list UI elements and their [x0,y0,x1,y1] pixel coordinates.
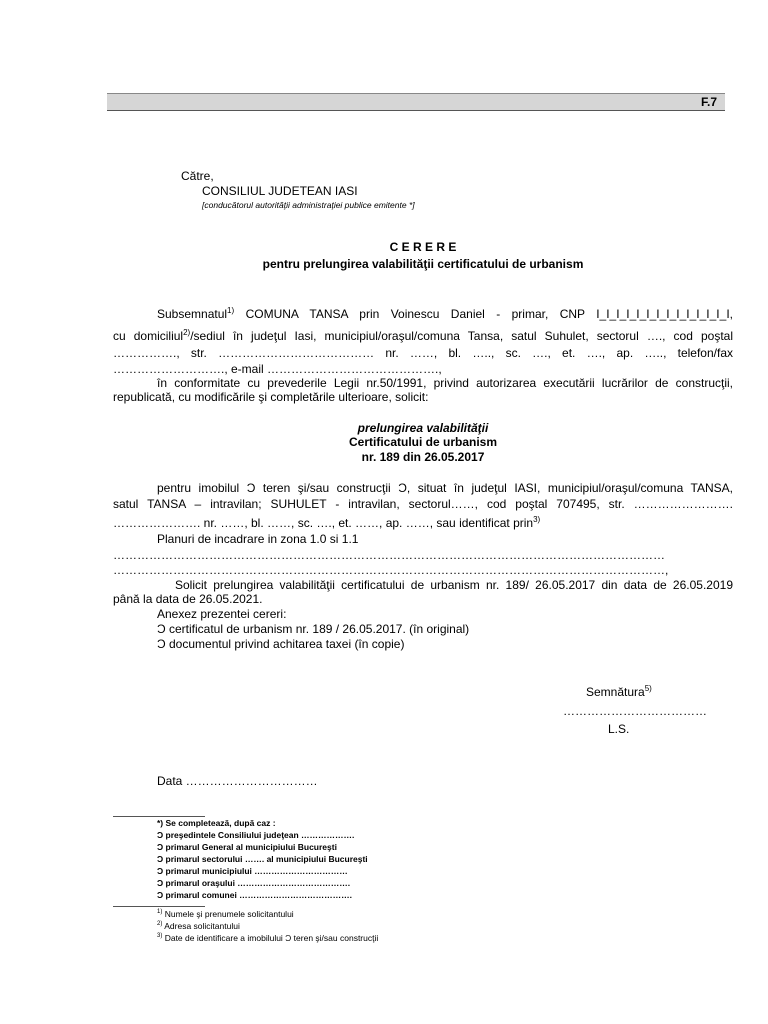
footnote-item: $^{2)}$ Adresa solicitantului [157,921,240,931]
domicile-line: cu domiciliul$^{2)}$/sediul în judeţul Iasi, municipiul/oraşul/comuna Tansa, satul Suhulet, sectorul …., cod poştal [113,328,733,343]
signature-dots: ……………………………… [563,704,707,718]
footnote-item: $^{1)}$ Numele şi prenumele solicitantului [157,909,294,919]
addressee-to: Către, [181,169,214,183]
footnote-item: Ɔ primarul sectorului ……. al municipiului Bucureşti [157,854,368,864]
property-line-3: …………………. nr. ……, bl. ……, sc. …., et. ……, ap. ……, sau identificat prin$^{3)}$ [113,515,541,530]
solicit-line-1: Solicit prelungirea valabilităţii certificatului de urbanism nr. 189/ 26.05.2017 din data de 26.05.2019 [175,578,733,592]
footnote-item: Ɔ primarul municipiului …………………………… [157,866,348,876]
footnote-header: *) Se completează, după caz : [157,818,276,828]
footnote-item: Ɔ primarul comunei …………………………………. [157,890,353,900]
annex-title: Anexez prezentei cereri: [157,607,287,621]
solicit-line-2: până la data de 26.05.2021. [113,592,263,606]
dotted-line-1: ………………………………………………………………………………………………………………………… [113,548,665,562]
document-title: C E R E R E [389,240,457,254]
document-subtitle: pentru prelungirea valabilităţii certificatului de urbanism [262,257,584,271]
signature-label: Semnătura$^{5)}$ [586,684,652,699]
property-line-1: pentru imobilul Ɔ teren şi/sau construcţii Ɔ, situat în judeţul IASI, municipiul/oraşul/comuna TANSA, [157,481,733,495]
footnote-item: Ɔ preşedintele Consiliului judeţean ………………. [157,830,355,840]
footnote-item: Ɔ primarul oraşului …………………………………. [157,878,351,888]
footnote-item: Ɔ primarul General al municipiului Bucureşti [157,842,337,852]
annex-item-1: Ɔ certificatul de urbanism nr. 189 / 26.05.2017. (în original) [157,622,470,636]
applicant-line: Subsemnatul$^{1)}$ COMUNA TANSA prin Voinescu Daniel - primar, CNP I_I_I_I_I_I_I_I_I_I_I_I_I_I, [157,306,733,321]
request-line-3: nr. 189 din 26.05.2017 [361,450,485,464]
solicit-intro-line: republicată, cu modificările şi completările ulterioare, solicit: [113,390,429,404]
footnote-divider [113,816,205,817]
request-line-1: prelungirea valabilităţii [357,421,489,435]
annex-item-2: Ɔ documentul privind achitarea taxei (în copie) [157,637,405,651]
dotted-line-2: …………………………………………………………………………………………………………………………, [113,563,669,577]
request-line-2: Certificatului de urbanism [348,435,498,449]
form-header-bar [107,93,725,111]
addressee-institution: CONSILIUL JUDETEAN IASI [202,184,358,198]
property-plans: Planuri de incadrare in zona 1.0 si 1.1 [157,532,359,546]
email-line: ………………………., e-mail ……………………………………., [113,362,442,376]
property-line-2: satul TANSA – intravilan; SUHULET - intravilan, sectorul……, cod poştal 707495, str. ……………………. [113,497,733,511]
form-code: F.7 [700,95,717,109]
footnote-item: $^{3)}$ Date de identificare a imobilului Ɔ teren şi/sau construcţii [157,933,379,943]
address-line: ……………., str. ………………………………… nr. ……, bl. ….., sc. …., et. …., ap. ….., telefon/fax [113,346,733,360]
footnote-divider [113,906,205,907]
date-field: Data …………………………… [157,774,318,788]
seal-label: L.S. [608,722,630,736]
law-line: în conformitate cu prevederile Legii nr.50/1991, privind autorizarea executării lucrărilor de construcţii, [157,376,733,390]
addressee-note: [conducătorul autorităţii administraţiei publice emitente *] [202,200,415,210]
